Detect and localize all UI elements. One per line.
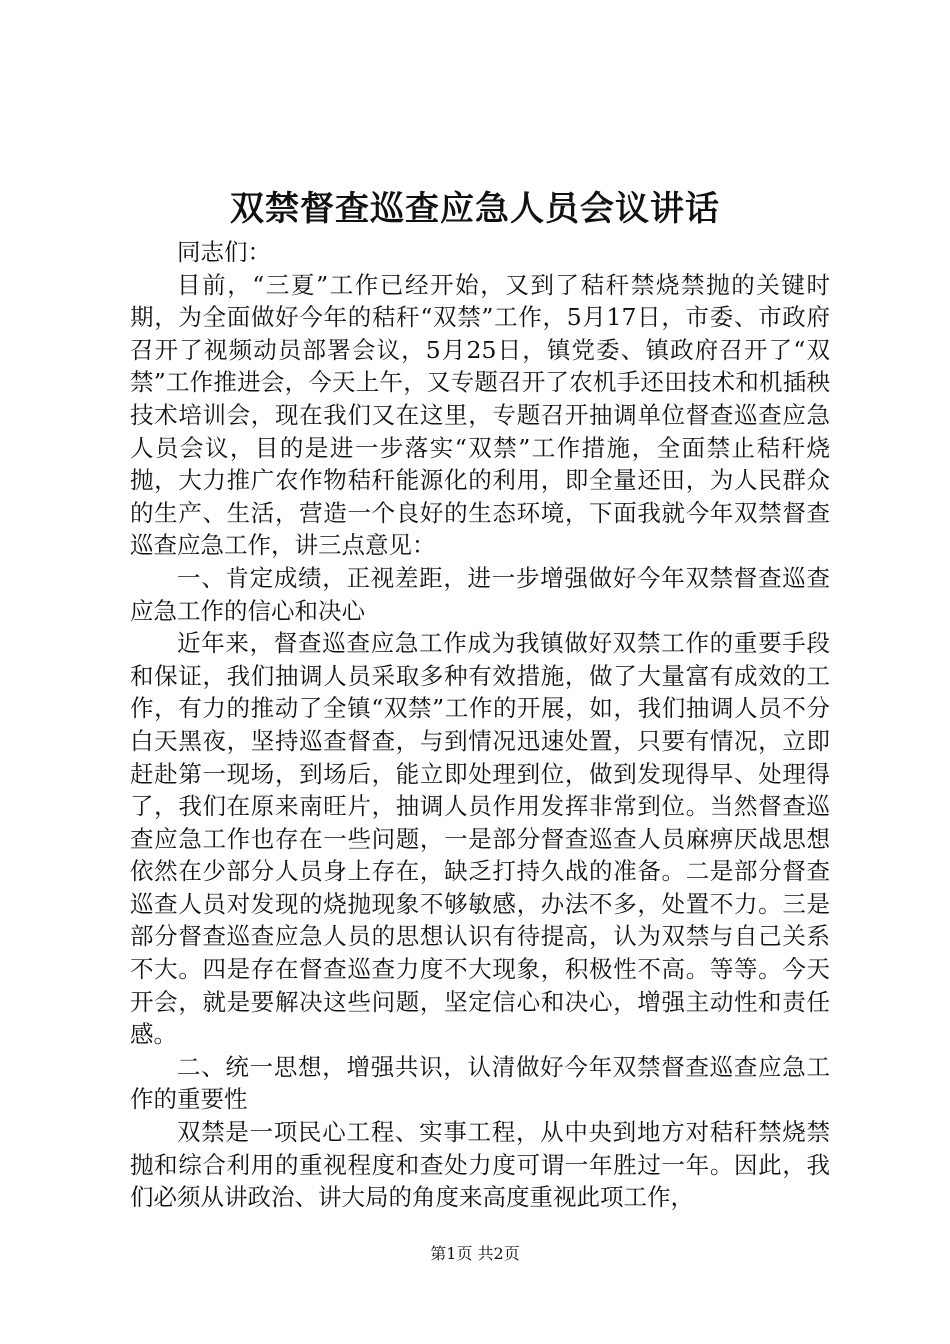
body-paragraph: 目前，“三夏”工作已经开始，又到了秸秆禁烧禁抛的关键时期，为全面做好今年的秸秆“双禁”工作，5月17日，市委、市政府召开了视频动员部署会议，5月25日，镇党委、镇政府召开了“双禁”工作推进会，今天上午，又专题召开了农机手还田技术和机插秧技术培训会，现在我们又在这里，专题召开抽调单位督查巡查应急人员会议，目的是进一步落实“双禁”工作措施，全面禁止秸秆烧抛，大力推广农作物秸秆能源化的利用，即全量还田，为人民群众的生产、生活，营造一个良好的生态环境，下面我就今年双禁督查巡查应急工作，讲三点意见： (130, 270, 830, 560)
section-heading-1: 一、肯定成绩，正视差距，进一步增强做好今年双禁督查巡查应急工作的信心和决心 (130, 563, 830, 625)
document-title: 双禁督查巡查应急人员会议讲话 (230, 189, 720, 229)
salutation-paragraph: 同志们： (177, 238, 271, 266)
body-paragraph: 近年来，督查巡查应急工作成为我镇做好双禁工作的重要手段和保证，我们抽调人员采取多种有效措施，做了大量富有成效的工作，有力的推动了全镇“双禁”工作的开展，如，我们抽调人员不分白天黑夜，坚持巡查督查，与到情况迅速处置，只要有情况，立即赶赴第一现场，到场后，能立即处理到位，做到发现得早、处理得了，我们在原来南旺片，抽调人员作用发挥非常到位。当然督查巡查应急工作也存在一些问题，一是部分督查巡查人员麻痹厌战思想依然在少部分人员身上存在，缺乏打持久战的准备。二是部分督查巡查人员对发现的烧抛现象不够敏感，办法不多，处置不力。三是部分督查巡查应急人员的思想认识有待提高，认为双禁与自己关系不大。四是存在督查巡查力度不大现象，积极性不高。等等。今天开会，就是要解决这些问题，坚定信心和决心，增强主动性和责任感。 (130, 629, 830, 1049)
page-number-footer: 第1页 共2页 (430, 1244, 520, 1263)
document-body (130, 236, 830, 1214)
body-paragraph: 双禁是一项民心工程、实事工程，从中央到地方对秸秆禁烧禁抛和综合利用的重视程度和查处力度可谓一年胜过一年。因此，我们必须从讲政治、讲大局的角度来高度重视此项工作， (130, 1118, 830, 1212)
section-heading-2: 二、统一思想，增强共识，认清做好今年双禁督查巡查应急工作的重要性 (130, 1052, 830, 1114)
